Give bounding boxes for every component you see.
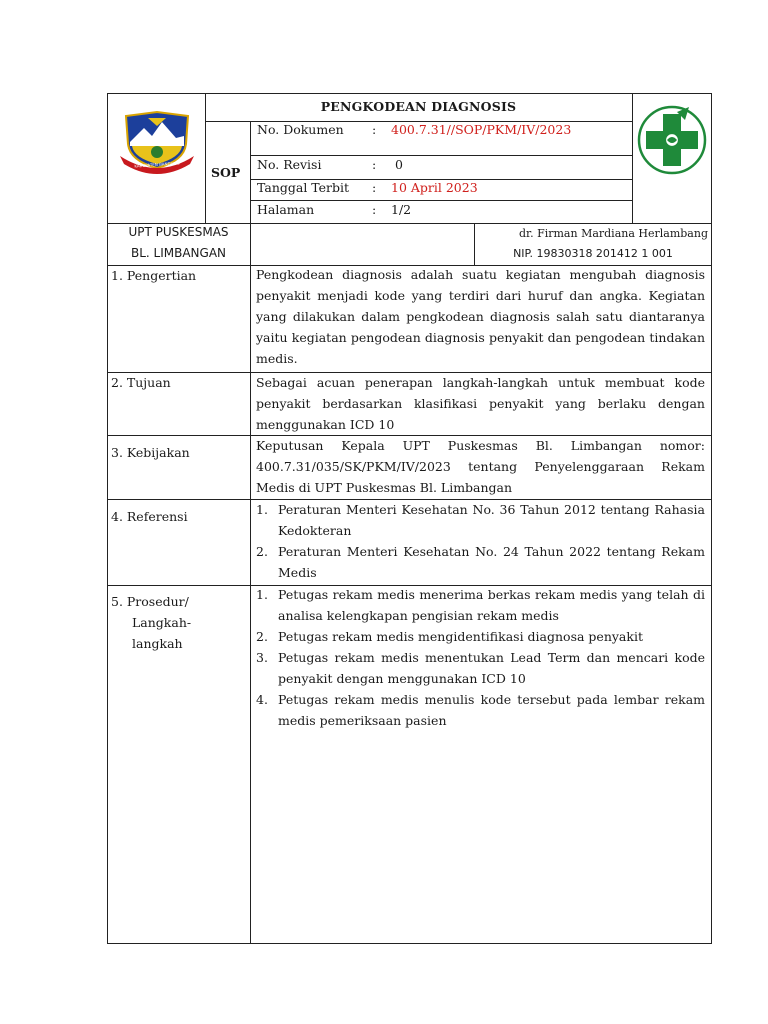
kemenkes-logo: [637, 104, 707, 176]
field-sep-dokumen: :: [372, 122, 377, 137]
frame-left: [107, 93, 108, 943]
field-label-revisi: No. Revisi: [257, 157, 322, 172]
field-value-halaman: 1/2: [391, 202, 412, 217]
sop-label: SOP: [211, 165, 241, 180]
signer-nip: NIP. 19830318 201412 1 001: [513, 247, 673, 260]
field-value-dokumen: 400.7.31//SOP/PKM/IV/2023: [391, 122, 572, 137]
section-label-prosedur-3: langkah: [132, 636, 183, 651]
list-item: 3. Petugas rekam medis menentukan Lead Term dan mencari kode penyakit dengan menggunakan ICD 10: [256, 650, 705, 686]
section-label-tujuan: 2. Tujuan: [111, 375, 171, 390]
list-item: 1. Peraturan Menteri Kesehatan No. 36 Tahun 2012 tentang Rahasia Kedokteran: [256, 502, 705, 538]
field-sep-revisi: :: [372, 157, 377, 172]
frame-top: [107, 93, 712, 94]
document-title: PENGKODEAN DIAGNOSIS: [320, 99, 517, 114]
section-label-kebijakan: 3. Kebijakan: [111, 445, 190, 460]
prosedur-list: [256, 584, 705, 731]
crest-banner-text: KABUPATEN BANDUNG: [134, 160, 180, 169]
section-label-pengertian: 1. Pengertian: [111, 268, 197, 283]
kabupaten-crest-logo: [118, 106, 196, 176]
section-label-prosedur: 5. Prosedur/: [111, 594, 189, 609]
list-item: 2. Peraturan Menteri Kesehatan No. 24 Tahun 2022 tentang Rekam Medis: [256, 544, 705, 580]
field-value-revisi: 0: [395, 157, 403, 172]
field-sep-tanggal: :: [372, 180, 377, 195]
field-label-tanggal: Tanggal Terbit: [257, 180, 350, 195]
field-sep-halaman: :: [372, 202, 377, 217]
field-label-halaman: Halaman: [257, 202, 315, 217]
section-text-kebijakan: Keputusan Kepala UPT Puskesmas Bl. Limbangan nomor: 400.7.31/035/SK/PKM/IV/2023 tentang Penyelenggaraan Rekam Medis di UPT Puskesmas Bl. Limbangan: [256, 438, 705, 495]
frame-right: [711, 93, 712, 943]
signer-name: dr. Firman Mardiana Herlambang: [519, 227, 708, 240]
field-label-dokumen: No. Dokumen: [257, 122, 344, 137]
section-label-referensi: 4. Referensi: [111, 509, 188, 524]
section-text-tujuan: Sebagai acuan penerapan langkah-langkah untuk membuat kode penyakit berdasarkan klasifikasi penyakit yang berlaku dengan menggunakan ICD 10: [256, 375, 705, 432]
list-item: 4. Petugas rekam medis menulis kode tersebut pada lembar rekam medis pemeriksaan pasien: [256, 692, 705, 728]
referensi-list: [256, 499, 705, 583]
org-name-line1: UPT PUSKESMAS: [128, 225, 229, 239]
org-name-line2: BL. LIMBANGAN: [130, 246, 227, 260]
section-text-pengertian: Pengkodean diagnosis adalah suatu kegiatan mengubah diagnosis penyakit menjadi kode yang terdiri dari huruf dan angka. Kegiatan yang dilakukan dalam pengkodean diagnosis salah satu diantaranya yaitu kegiatan pengodean diagnosis penyakit dan pengodean tindakan medis.: [256, 267, 705, 366]
section-label-prosedur-2: Langkah-: [132, 615, 192, 630]
list-item: 1. Petugas rekam medis menerima berkas rekam medis yang telah di analisa kelengkapan pengisian rekam medis: [256, 587, 705, 623]
frame-bottom: [107, 943, 712, 944]
list-item: 2. Petugas rekam medis mengidentifikasi diagnosa penyakit: [256, 629, 643, 644]
field-value-tanggal: 10 April 2023: [391, 180, 478, 195]
